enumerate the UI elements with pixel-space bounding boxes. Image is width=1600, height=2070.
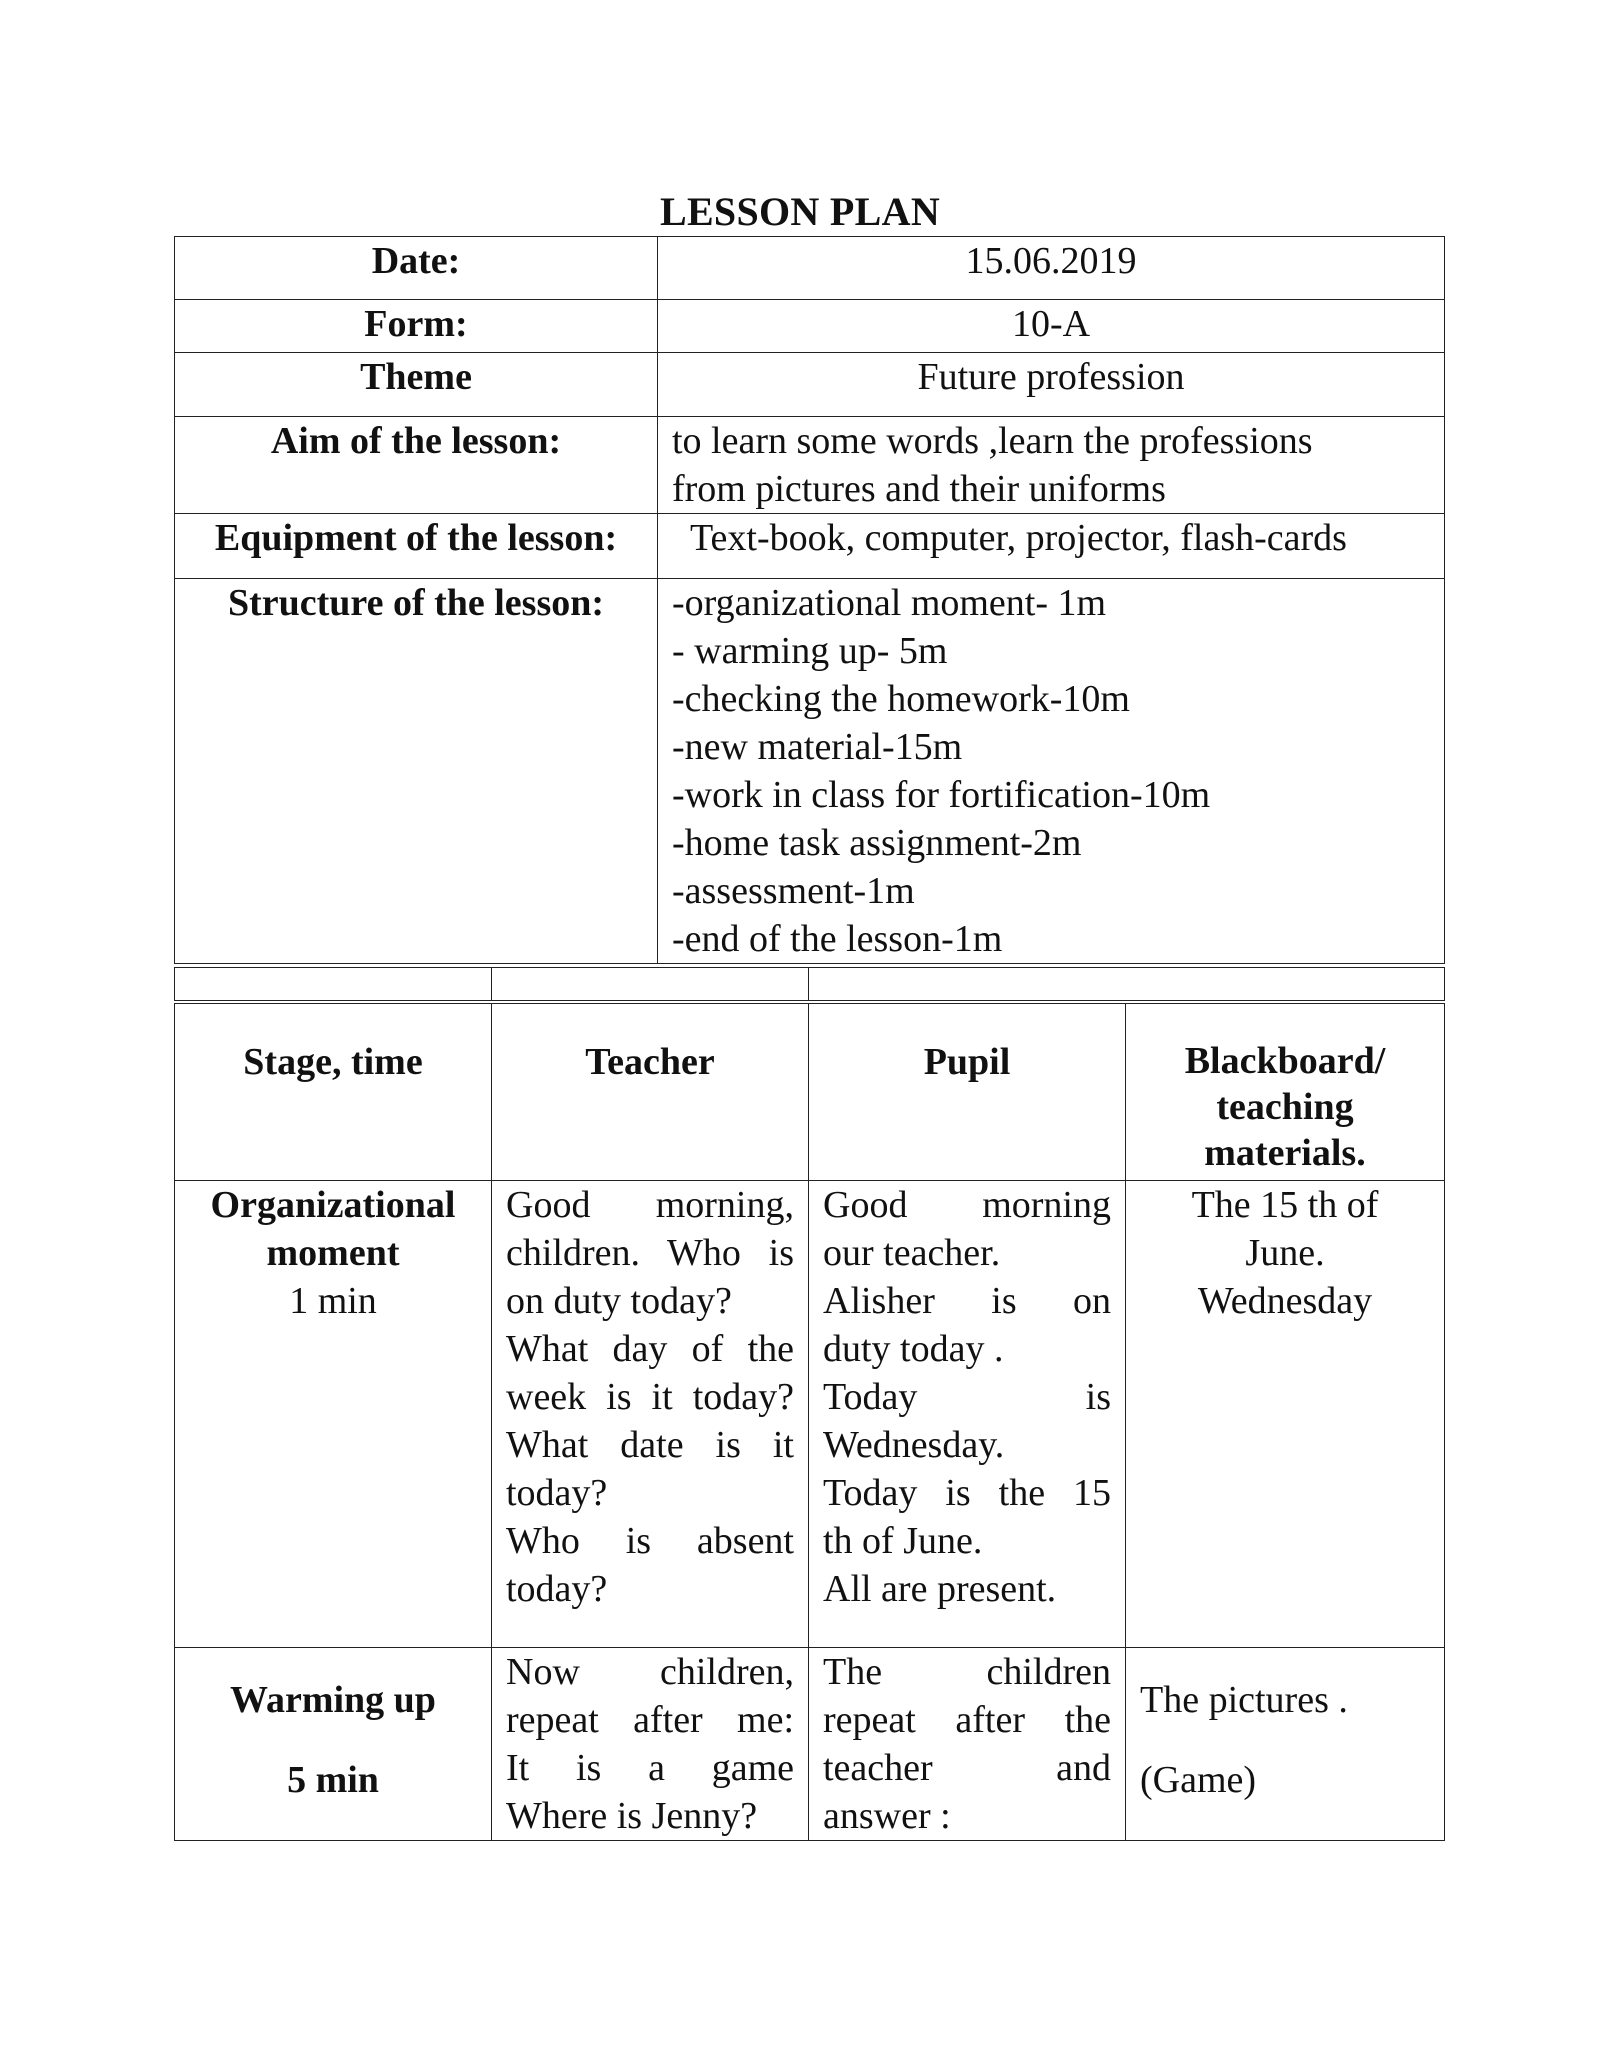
board-line: June. <box>1245 1232 1325 1274</box>
pupil-line: th of June. <box>823 1520 983 1562</box>
structure-item: -organizational moment- 1m <box>672 582 1107 624</box>
stage-cell <box>175 1181 492 1648</box>
teacher-line: Good morning, <box>506 1184 794 1226</box>
stage-time: 1 min <box>289 1280 377 1322</box>
stage-row-warming-up <box>175 1648 1445 1841</box>
header-blackboard <box>1126 1004 1445 1181</box>
structure-item: -new material-15m <box>672 726 963 768</box>
empty-cell <box>492 968 809 1001</box>
teacher-line: today? <box>506 1472 608 1514</box>
structure-item: -work in class for fortification-10m <box>672 774 1211 816</box>
header-teacher: Teacher <box>492 1004 809 1181</box>
pupil-line: teacher and <box>823 1747 1111 1789</box>
lesson-stages-table <box>174 1003 1445 1841</box>
pupil-cell <box>809 1648 1126 1841</box>
teacher-line: What date is it <box>506 1424 794 1466</box>
header-blackboard-line: Blackboard/ <box>1184 1040 1386 1082</box>
pupil-cell <box>809 1181 1126 1648</box>
form-value: 10-A <box>658 300 1445 353</box>
structure-item: -home task assignment-2m <box>672 822 1082 864</box>
aim-label: Aim of the lesson: <box>175 417 658 514</box>
page-title: LESSON PLAN <box>659 189 941 234</box>
structure-item: - warming up- 5m <box>672 630 948 672</box>
teacher-cell <box>492 1648 809 1841</box>
structure-label: Structure of the lesson: <box>175 579 658 964</box>
teacher-line: Who is absent <box>506 1520 794 1562</box>
board-line: The pictures . <box>1140 1679 1348 1721</box>
empty-cell <box>809 968 1445 1001</box>
teacher-line: What day of the <box>506 1328 794 1370</box>
stage-name: Organizational <box>210 1184 456 1226</box>
teacher-line: Where is Jenny? <box>506 1795 758 1837</box>
date-row <box>175 237 1445 300</box>
spacer-row <box>175 968 1445 1001</box>
teacher-cell <box>492 1181 809 1648</box>
stage-row-organizational <box>175 1181 1445 1648</box>
teacher-line: children. Who is <box>506 1232 794 1274</box>
stage-cell <box>175 1648 492 1841</box>
structure-item: -checking the homework-10m <box>672 678 1130 720</box>
pupil-line: All are present. <box>823 1568 1057 1610</box>
theme-label: Theme <box>175 353 658 417</box>
form-row <box>175 300 1445 353</box>
pupil-line: duty today . <box>823 1328 1004 1370</box>
stages-header-row <box>175 1004 1445 1181</box>
pupil-line: Wednesday. <box>823 1424 1005 1466</box>
pupil-line: repeat after the <box>823 1699 1111 1741</box>
pupil-line: Today is <box>823 1376 1111 1418</box>
board-cell <box>1126 1648 1445 1841</box>
aim-line: to learn some words ,learn the professions <box>672 420 1313 462</box>
stage-time: 5 min <box>287 1759 379 1801</box>
teacher-line: on duty today? <box>506 1280 732 1322</box>
header-blackboard-line: materials. <box>1204 1132 1366 1174</box>
teacher-line: repeat after me: <box>506 1699 794 1741</box>
teacher-line: It is a game <box>506 1747 794 1789</box>
equipment-row <box>175 514 1445 579</box>
stage-name: Warming up <box>230 1679 436 1721</box>
stage-name: moment <box>266 1232 400 1274</box>
structure-value <box>658 579 1445 964</box>
lesson-info-table <box>174 236 1445 964</box>
pupil-line: Good morning <box>823 1184 1111 1226</box>
pupil-line: our teacher. <box>823 1232 1001 1274</box>
pupil-line: Alisher is on <box>823 1280 1111 1322</box>
pupil-line: Today is the 15 <box>823 1472 1111 1514</box>
pupil-line: answer : <box>823 1795 951 1837</box>
pupil-line: The children <box>823 1651 1111 1693</box>
theme-value: Future profession <box>658 353 1445 417</box>
header-stage-time: Stage, time <box>175 1004 492 1181</box>
board-cell <box>1126 1181 1445 1648</box>
spacer-row-table <box>174 967 1445 1001</box>
aim-line: from pictures and their uniforms <box>672 468 1166 510</box>
structure-item: -end of the lesson-1m <box>672 918 1003 960</box>
structure-item: -assessment-1m <box>672 870 915 912</box>
date-value: 15.06.2019 <box>658 237 1445 300</box>
structure-row <box>175 579 1445 964</box>
teacher-line: week is it today? <box>506 1376 794 1418</box>
empty-cell <box>175 968 492 1001</box>
teacher-line: Now children, <box>506 1651 794 1693</box>
form-label: Form: <box>175 300 658 353</box>
theme-row <box>175 353 1445 417</box>
equipment-label: Equipment of the lesson: <box>175 514 658 579</box>
equipment-value: Text-book, computer, projector, flash-cards <box>658 514 1445 579</box>
aim-value <box>658 417 1445 514</box>
header-blackboard-line: teaching <box>1216 1086 1354 1128</box>
board-line: (Game) <box>1140 1759 1257 1801</box>
board-line: The 15 th of <box>1191 1184 1379 1226</box>
header-pupil: Pupil <box>809 1004 1126 1181</box>
board-line: Wednesday <box>1197 1280 1373 1322</box>
aim-row <box>175 417 1445 514</box>
date-label: Date: <box>175 237 658 300</box>
teacher-line: today? <box>506 1568 608 1610</box>
